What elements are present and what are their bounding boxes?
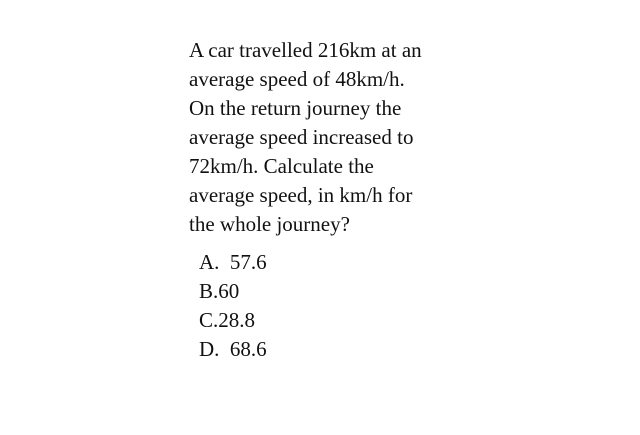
question-line: 72km/h. Calculate the [189,154,374,178]
option-a: A. 57.6 [199,250,267,274]
question-line: the whole journey? [189,212,350,236]
question-line: average speed, in km/h for [189,183,413,207]
question-text [189,36,439,239]
question-line: A car travelled 216km at an [189,38,422,62]
answer-options [199,248,267,364]
question-line: average speed increased to [189,125,414,149]
option-c: C.28.8 [199,308,256,332]
option-d: D. 68.6 [199,337,267,361]
option-b: B.60 [199,279,240,303]
question-line: On the return journey the [189,96,402,120]
question-line: average speed of 48km/h. [189,67,405,91]
